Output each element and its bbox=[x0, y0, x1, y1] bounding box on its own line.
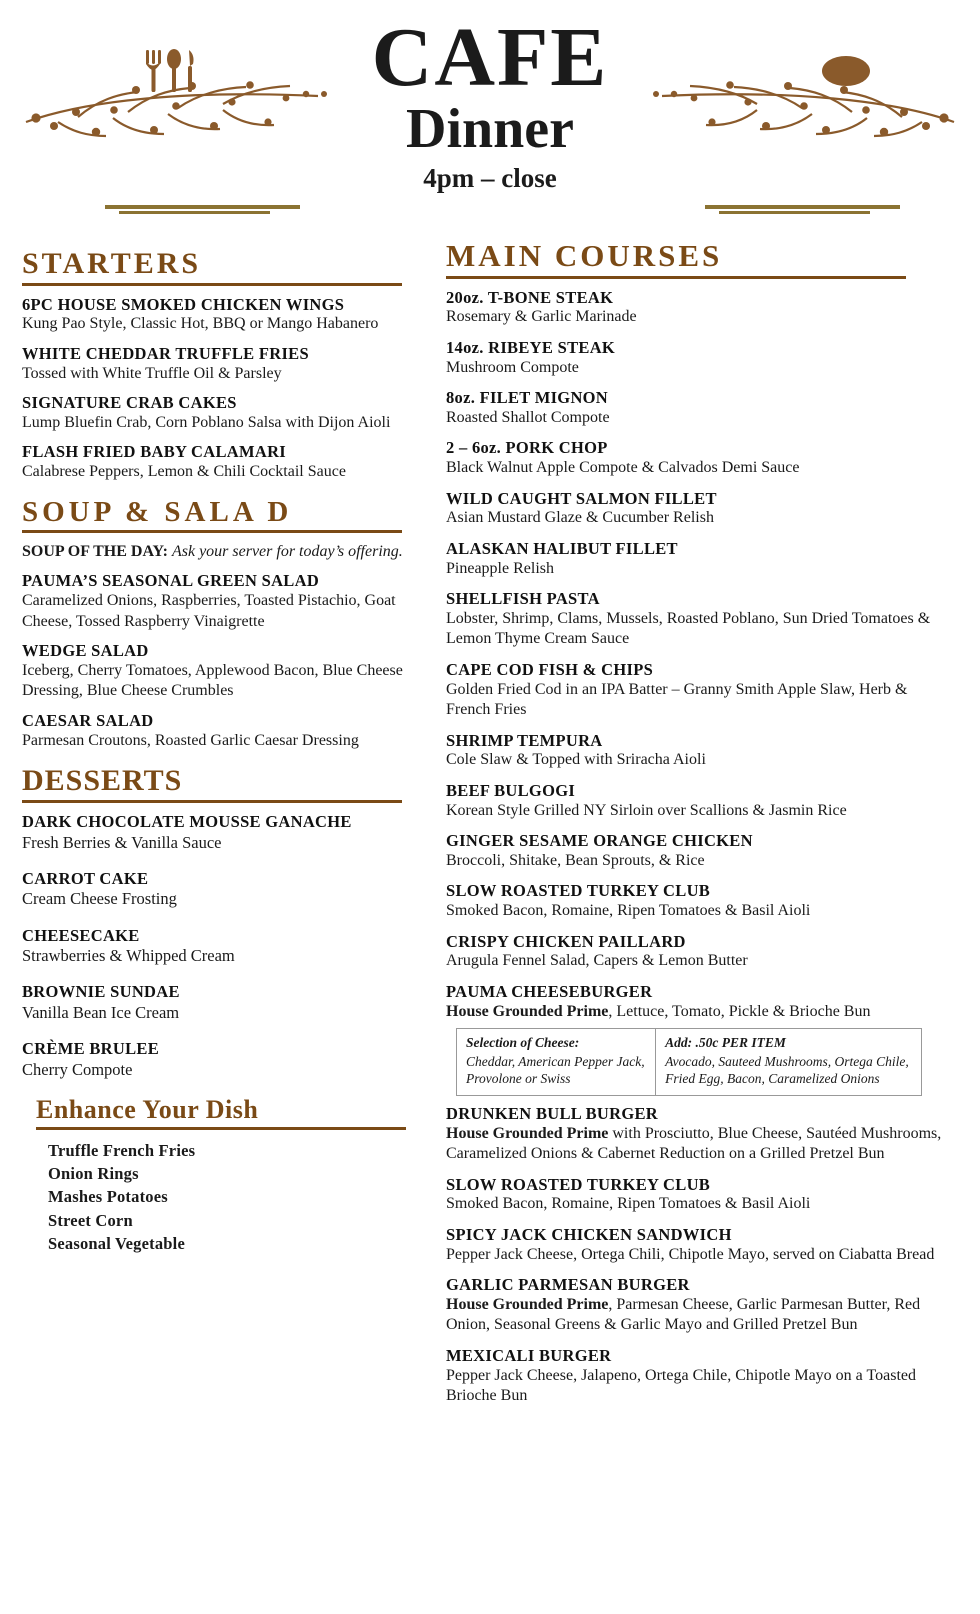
menu-header bbox=[0, 0, 980, 240]
item-name: BEEF BULGOGI bbox=[446, 780, 576, 800]
item-name: SIGNATURE CRAB CAKES bbox=[22, 393, 237, 413]
item-name: BROWNIE SUNDAE bbox=[22, 982, 180, 1002]
item-name: 20oz. T-BONE STEAK bbox=[446, 287, 614, 307]
item-name: SLOW ROASTED TURKEY CLUB bbox=[446, 1174, 711, 1194]
item-name: SHRIMP TEMPURA bbox=[446, 730, 603, 750]
item-description: Lobster, Shrimp, Clams, Mussels, Roasted Poblano, Sun Dried Tomatoes & Lemon Thyme Cream Sauce bbox=[446, 609, 931, 648]
addons-cheese-title: Selection of Cheese: bbox=[466, 1035, 580, 1051]
section-desserts bbox=[22, 765, 422, 1080]
menu-item bbox=[446, 881, 946, 921]
item-description bbox=[446, 1366, 946, 1407]
cafe-title: CAFE bbox=[371, 11, 609, 104]
menu-item bbox=[22, 982, 422, 1023]
item-name: SHELLFISH PASTA bbox=[446, 589, 600, 609]
item-name: WHITE CHEDDAR TRUFFLE FRIES bbox=[22, 343, 309, 363]
menu-item bbox=[446, 731, 946, 771]
item-description bbox=[446, 1295, 946, 1336]
addons-extras-title: Add: .50c PER ITEM bbox=[665, 1035, 786, 1051]
item-name: ALASKAN HALIBUT FILLET bbox=[446, 538, 678, 558]
item-description-rest: with Prosciutto, Blue Cheese, Sautéed Mushrooms, Caramelized Onions & Cabernet Reduction on a Grilled Pretzel Bun bbox=[446, 1124, 942, 1163]
list-item: Seasonal Vegetable bbox=[48, 1234, 185, 1254]
item-description-rest: Pepper Jack Cheese, Jalapeno, Ortega Chile, Chipotle Mayo on a Toasted Brioche Bun bbox=[446, 1366, 917, 1405]
item-description-rest: , Lettuce, Tomato, Pickle & Brioche Bun bbox=[608, 1002, 871, 1020]
menu-item bbox=[446, 831, 946, 871]
menu-item bbox=[22, 641, 422, 702]
menu-item bbox=[446, 1275, 946, 1336]
item-name: SLOW ROASTED TURKEY CLUB bbox=[446, 881, 711, 901]
item-description-bold: House Grounded Prime bbox=[446, 1295, 609, 1313]
menu-item bbox=[446, 1225, 946, 1265]
item-name: 6PC HOUSE SMOKED CHICKEN WINGS bbox=[22, 294, 345, 314]
addons-cheese-cell bbox=[457, 1029, 656, 1095]
menu-item bbox=[446, 1175, 946, 1215]
menu-item bbox=[446, 660, 946, 721]
item-name: 14oz. RIBEYE STEAK bbox=[446, 337, 616, 357]
item-name: GINGER SESAME ORANGE CHICKEN bbox=[446, 831, 753, 851]
section-soup-salad bbox=[22, 497, 422, 752]
item-name: CHEESECAKE bbox=[22, 925, 140, 945]
section-title-starters: STARTERS bbox=[22, 248, 402, 286]
item-description: Iceberg, Cherry Tomatoes, Applewood Bacon, Blue Cheese Dressing, Blue Cheese Crumbles bbox=[22, 662, 403, 700]
menu-columns bbox=[0, 240, 980, 1421]
item-name: 8oz. FILET MIGNON bbox=[446, 388, 609, 408]
item-description: Smoked Bacon, Romaine, Ripen Tomatoes & Basil Aioli bbox=[446, 902, 811, 920]
item-description: Cherry Compote bbox=[22, 1060, 133, 1080]
menu-item bbox=[22, 869, 422, 910]
item-name: 2 – 6oz. PORK CHOP bbox=[446, 438, 608, 458]
menu-item bbox=[446, 489, 946, 529]
item-name: FLASH FRIED BABY CALAMARI bbox=[22, 442, 287, 462]
item-description: Fresh Berries & Vanilla Sauce bbox=[22, 832, 222, 852]
soup-of-the-day-text: Ask your server for today’s offering. bbox=[171, 543, 403, 560]
menu-item bbox=[446, 932, 946, 972]
item-name: WEDGE SALAD bbox=[22, 641, 149, 661]
soup-of-the-day bbox=[22, 542, 422, 562]
item-description: Arugula Fennel Salad, Capers & Lemon Butter bbox=[446, 952, 748, 970]
addons-box bbox=[456, 1028, 922, 1096]
menu-item bbox=[446, 438, 946, 478]
item-description: Mushroom Compote bbox=[446, 358, 579, 376]
item-description-bold: House Grounded Prime bbox=[446, 1124, 609, 1142]
menu-item bbox=[446, 589, 946, 650]
item-name: GARLIC PARMESAN BURGER bbox=[446, 1275, 690, 1295]
right-column bbox=[446, 240, 946, 1421]
menu-item bbox=[22, 711, 422, 751]
item-description: Cream Cheese Frosting bbox=[22, 889, 177, 909]
item-description: Golden Fried Cod in an IPA Batter – Granny Smith Apple Slaw, Herb & French Fries bbox=[446, 680, 908, 719]
item-name: PAUMA CHEESEBURGER bbox=[446, 981, 653, 1001]
item-description: Korean Style Grilled NY Sirloin over Scallions & Jasmin Rice bbox=[446, 801, 847, 819]
item-name: CAESAR SALAD bbox=[22, 710, 154, 730]
menu-item bbox=[446, 781, 946, 821]
menu-item bbox=[446, 1346, 946, 1407]
menu-item bbox=[446, 288, 946, 328]
menu-item-cheeseburger bbox=[446, 982, 946, 1022]
menu-item bbox=[446, 388, 946, 428]
menu-item bbox=[22, 1039, 422, 1080]
item-description: Pineapple Relish bbox=[446, 559, 554, 577]
item-description-rest: , Parmesan Cheese, Garlic Parmesan Butter, Red Onion, Seasonal Greens & Garlic Mayo and Grilled Pretzel Bun bbox=[446, 1295, 921, 1334]
item-description: Caramelized Onions, Raspberries, Toasted Pistachio, Goat Cheese, Tossed Raspberry Vinaigrette bbox=[22, 592, 396, 630]
section-title-desserts: DESSERTS bbox=[22, 765, 402, 803]
item-description bbox=[446, 1245, 946, 1265]
menu-item bbox=[446, 539, 946, 579]
left-column bbox=[22, 240, 422, 1421]
item-name: SPICY JACK CHICKEN SANDWICH bbox=[446, 1224, 732, 1244]
item-name: MEXICALI BURGER bbox=[446, 1345, 612, 1365]
menu-subtitle: Dinner bbox=[406, 97, 574, 160]
item-description: Kung Pao Style, Classic Hot, BBQ or Mango Habanero bbox=[22, 315, 379, 333]
divider-left bbox=[105, 205, 300, 215]
item-description: Strawberries & Whipped Cream bbox=[22, 946, 235, 966]
item-name: DRUNKEN BULL BURGER bbox=[446, 1103, 658, 1123]
item-description: Black Walnut Apple Compote & Calvados Demi Sauce bbox=[446, 459, 800, 477]
item-name: CAPE COD FISH & CHIPS bbox=[446, 659, 654, 679]
item-name: PAUMA’S SEASONAL GREEN SALAD bbox=[22, 571, 320, 591]
item-name: CARROT CAKE bbox=[22, 868, 149, 888]
item-name: CRISPY CHICKEN PAILLARD bbox=[446, 931, 686, 951]
menu-item bbox=[22, 295, 422, 335]
item-description: Vanilla Bean Ice Cream bbox=[22, 1003, 180, 1023]
item-description: Parmesan Croutons, Roasted Garlic Caesar Dressing bbox=[22, 731, 359, 749]
item-description bbox=[446, 1002, 946, 1022]
item-description: Tossed with White Truffle Oil & Parsley bbox=[22, 364, 282, 382]
section-title-main-courses: MAIN COURSES bbox=[446, 240, 906, 279]
item-description: Rosemary & Garlic Marinade bbox=[446, 308, 637, 326]
menu-item bbox=[446, 1104, 946, 1165]
section-enhance-your-dish bbox=[22, 1096, 422, 1255]
addons-extras-cell bbox=[656, 1029, 921, 1095]
section-main-courses bbox=[446, 240, 946, 1407]
item-name: WILD CAUGHT SALMON FILLET bbox=[446, 488, 717, 508]
menu-item bbox=[22, 442, 422, 482]
item-description-rest: Pepper Jack Cheese, Ortega Chili, Chipotle Mayo, served on Ciabatta Bread bbox=[446, 1245, 935, 1263]
item-name: DARK CHOCOLATE MOUSSE GANACHE bbox=[22, 811, 352, 831]
enhance-list bbox=[48, 1139, 422, 1256]
list-item: Truffle French Fries bbox=[48, 1140, 196, 1160]
item-description: Lump Bluefin Crab, Corn Poblano Salsa with Dijon Aioli bbox=[22, 413, 391, 431]
item-description bbox=[446, 1194, 946, 1214]
menu-item bbox=[22, 926, 422, 967]
item-description: Cole Slaw & Topped with Sriracha Aioli bbox=[446, 751, 706, 769]
item-description-rest: Smoked Bacon, Romaine, Ripen Tomatoes & Basil Aioli bbox=[446, 1195, 811, 1213]
menu-item bbox=[446, 338, 946, 378]
item-description bbox=[446, 1124, 946, 1165]
menu-item bbox=[22, 393, 422, 433]
item-description: Calabrese Peppers, Lemon & Chili Cocktail Sauce bbox=[22, 463, 346, 481]
item-name: CRÈME BRULEE bbox=[22, 1039, 159, 1059]
section-starters bbox=[22, 248, 422, 483]
soup-of-the-day-label: SOUP OF THE DAY: bbox=[22, 543, 168, 560]
menu-item bbox=[22, 812, 422, 853]
list-item: Mashes Potatoes bbox=[48, 1187, 168, 1207]
menu-item bbox=[22, 344, 422, 384]
divider-right bbox=[705, 205, 900, 215]
addons-extras-text: Avocado, Sauteed Mushrooms, Ortega Chile, Fried Egg, Bacon, Caramelized Onions bbox=[665, 1054, 909, 1086]
addons-cheese-text: Cheddar, American Pepper Jack, Provolone or Swiss bbox=[466, 1054, 645, 1086]
list-item: Street Corn bbox=[48, 1210, 133, 1230]
section-title-enhance: Enhance Your Dish bbox=[36, 1096, 406, 1129]
item-description: Asian Mustard Glaze & Cucumber Relish bbox=[446, 509, 714, 527]
item-description-bold: House Grounded Prime bbox=[446, 1002, 609, 1020]
section-title-soup-salad: SOUP & SALA D bbox=[22, 497, 402, 533]
item-description: Broccoli, Shitake, Bean Sprouts, & Rice bbox=[446, 851, 705, 869]
item-description: Roasted Shallot Compote bbox=[446, 408, 610, 426]
list-item: Onion Rings bbox=[48, 1163, 139, 1183]
service-hours: 4pm – close bbox=[423, 162, 557, 193]
menu-item bbox=[22, 571, 422, 632]
